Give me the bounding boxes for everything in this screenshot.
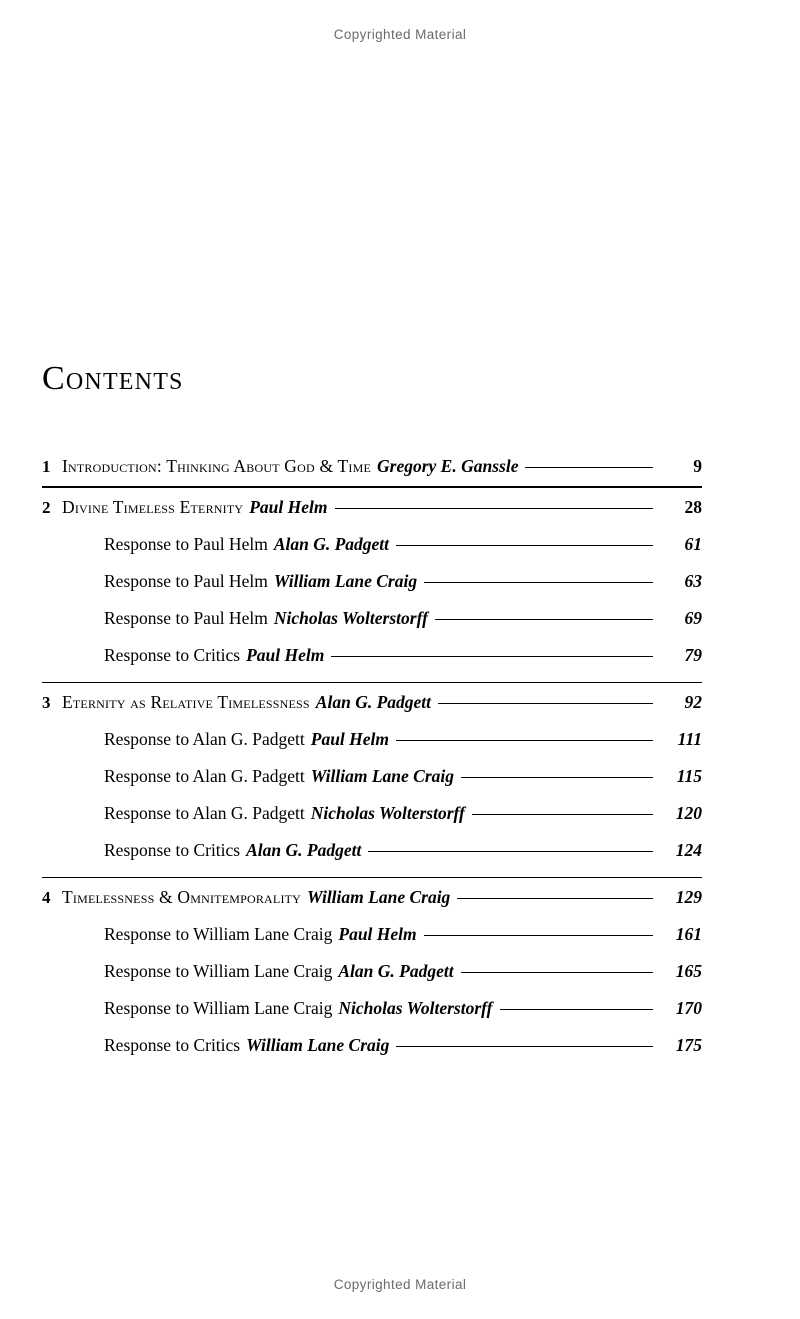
entry-title: Response to Alan G. Padgett bbox=[104, 766, 305, 786]
chapter-number: 1 bbox=[42, 457, 51, 476]
entry-author: Nicholas Wolterstorff bbox=[310, 803, 465, 823]
copyright-watermark-top: Copyrighted Material bbox=[333, 27, 467, 42]
toc-chapter-entry[interactable] bbox=[42, 456, 702, 477]
entry-title: Response to Alan G. Padgett bbox=[104, 729, 305, 749]
entry-page-number: 92 bbox=[684, 692, 702, 712]
toc-chapter-entry[interactable] bbox=[42, 497, 702, 518]
entry-title: Response to William Lane Craig bbox=[104, 998, 333, 1018]
entry-title: Introduction: Thinking About God & Time bbox=[62, 456, 372, 476]
entry-text bbox=[62, 497, 328, 518]
toc-response-entry[interactable] bbox=[42, 840, 702, 861]
entry-title: Response to Paul Helm bbox=[104, 608, 268, 628]
toc-response-entry[interactable] bbox=[42, 924, 702, 945]
entry-title: Response to Critics bbox=[104, 840, 241, 860]
entry-author: Alan G. Padgett bbox=[246, 840, 362, 860]
dot-leader bbox=[335, 508, 654, 509]
dot-leader bbox=[424, 935, 653, 936]
dot-leader bbox=[396, 740, 653, 741]
entry-author: Nicholas Wolterstorff bbox=[338, 998, 493, 1018]
section-divider bbox=[42, 682, 702, 683]
entry-text bbox=[62, 571, 417, 592]
entry-title: Timelessness & Omnitemporality bbox=[62, 887, 302, 907]
entry-author: Alan G. Padgett bbox=[338, 961, 454, 981]
dot-leader bbox=[424, 582, 653, 583]
entry-text bbox=[62, 803, 465, 824]
entry-text bbox=[62, 534, 389, 555]
entry-title: Divine Timeless Eternity bbox=[62, 497, 244, 517]
entry-author: Paul Helm bbox=[246, 645, 325, 665]
toc-response-entry[interactable] bbox=[42, 571, 702, 592]
page-title: Contents bbox=[42, 360, 184, 397]
entry-text bbox=[62, 887, 450, 908]
toc-response-entry[interactable] bbox=[42, 608, 702, 629]
entry-title: Response to Critics bbox=[104, 645, 241, 665]
entry-title: Response to Critics bbox=[104, 1035, 241, 1055]
toc-response-entry[interactable] bbox=[42, 766, 702, 787]
entry-title: Eternity as Relative Timelessness bbox=[62, 692, 310, 712]
entry-author: Alan G. Padgett bbox=[315, 692, 432, 712]
entry-title: Response to Paul Helm bbox=[104, 534, 268, 554]
dot-leader bbox=[368, 851, 653, 852]
dot-leader bbox=[331, 656, 653, 657]
chapter-number: 3 bbox=[42, 693, 51, 712]
toc-response-entry[interactable] bbox=[42, 961, 702, 982]
toc-chapter-entry[interactable] bbox=[42, 887, 702, 908]
dot-leader bbox=[438, 703, 653, 704]
toc-response-entry[interactable] bbox=[42, 729, 702, 750]
entry-author: Paul Helm bbox=[338, 924, 417, 944]
entry-page-number: 63 bbox=[684, 571, 702, 591]
entry-page-number: 120 bbox=[675, 803, 702, 823]
entry-title: Response to Alan G. Padgett bbox=[104, 803, 305, 823]
dot-leader bbox=[472, 814, 653, 815]
entry-text bbox=[62, 766, 454, 787]
entry-text bbox=[62, 998, 493, 1019]
toc-response-entry[interactable] bbox=[42, 998, 702, 1019]
dot-leader bbox=[525, 467, 653, 468]
entry-author: William Lane Craig bbox=[246, 1035, 390, 1055]
entry-author: Gregory E. Ganssle bbox=[377, 456, 519, 476]
entry-page-number: 115 bbox=[676, 766, 702, 786]
entry-page-number: 175 bbox=[675, 1035, 702, 1055]
entry-page-number: 28 bbox=[684, 497, 702, 517]
entry-author: Paul Helm bbox=[310, 729, 390, 749]
entry-author: William Lane Craig bbox=[307, 887, 451, 907]
entry-text bbox=[62, 961, 454, 982]
toc-response-entry[interactable] bbox=[42, 1035, 702, 1056]
section-divider bbox=[42, 487, 702, 488]
entry-text bbox=[62, 729, 389, 750]
entry-page-number: 170 bbox=[675, 998, 702, 1018]
dot-leader bbox=[457, 898, 653, 899]
entry-page-number: 61 bbox=[684, 534, 702, 554]
table-of-contents bbox=[42, 456, 702, 1056]
entry-author: Alan G. Padgett bbox=[273, 534, 390, 554]
section-divider bbox=[42, 877, 702, 878]
entry-text bbox=[62, 645, 324, 666]
entry-page-number: 165 bbox=[675, 961, 702, 981]
entry-text bbox=[62, 840, 361, 861]
dot-leader bbox=[435, 619, 653, 620]
entry-text bbox=[62, 692, 431, 713]
entry-page-number: 79 bbox=[684, 645, 702, 665]
toc-chapter-entry[interactable] bbox=[42, 692, 702, 713]
chapter-number: 4 bbox=[42, 888, 51, 907]
toc-response-entry[interactable] bbox=[42, 534, 702, 555]
dot-leader bbox=[500, 1009, 654, 1010]
toc-response-entry[interactable] bbox=[42, 645, 702, 666]
dot-leader bbox=[396, 1046, 653, 1047]
entry-title: Response to William Lane Craig bbox=[104, 924, 333, 944]
entry-author: William Lane Craig bbox=[273, 571, 418, 591]
entry-page-number: 9 bbox=[693, 456, 702, 476]
entry-author: William Lane Craig bbox=[310, 766, 455, 786]
entry-page-number: 111 bbox=[677, 729, 702, 749]
entry-text bbox=[62, 1035, 389, 1056]
chapter-number: 2 bbox=[42, 498, 51, 517]
dot-leader bbox=[461, 972, 653, 973]
toc-page bbox=[42, 360, 702, 1072]
entry-title: Response to William Lane Craig bbox=[104, 961, 333, 981]
entry-author: Nicholas Wolterstorff bbox=[273, 608, 428, 628]
dot-leader bbox=[461, 777, 653, 778]
entry-page-number: 161 bbox=[675, 924, 702, 944]
entry-text bbox=[62, 924, 417, 945]
toc-response-entry[interactable] bbox=[42, 803, 702, 824]
copyright-watermark-bottom: Copyrighted Material bbox=[333, 1277, 467, 1292]
entry-page-number: 69 bbox=[684, 608, 702, 628]
entry-title: Response to Paul Helm bbox=[104, 571, 268, 591]
entry-text bbox=[62, 456, 518, 477]
entry-author: Paul Helm bbox=[249, 497, 328, 517]
entry-text bbox=[62, 608, 428, 629]
entry-page-number: 129 bbox=[675, 887, 702, 907]
dot-leader bbox=[396, 545, 653, 546]
entry-page-number: 124 bbox=[675, 840, 702, 860]
